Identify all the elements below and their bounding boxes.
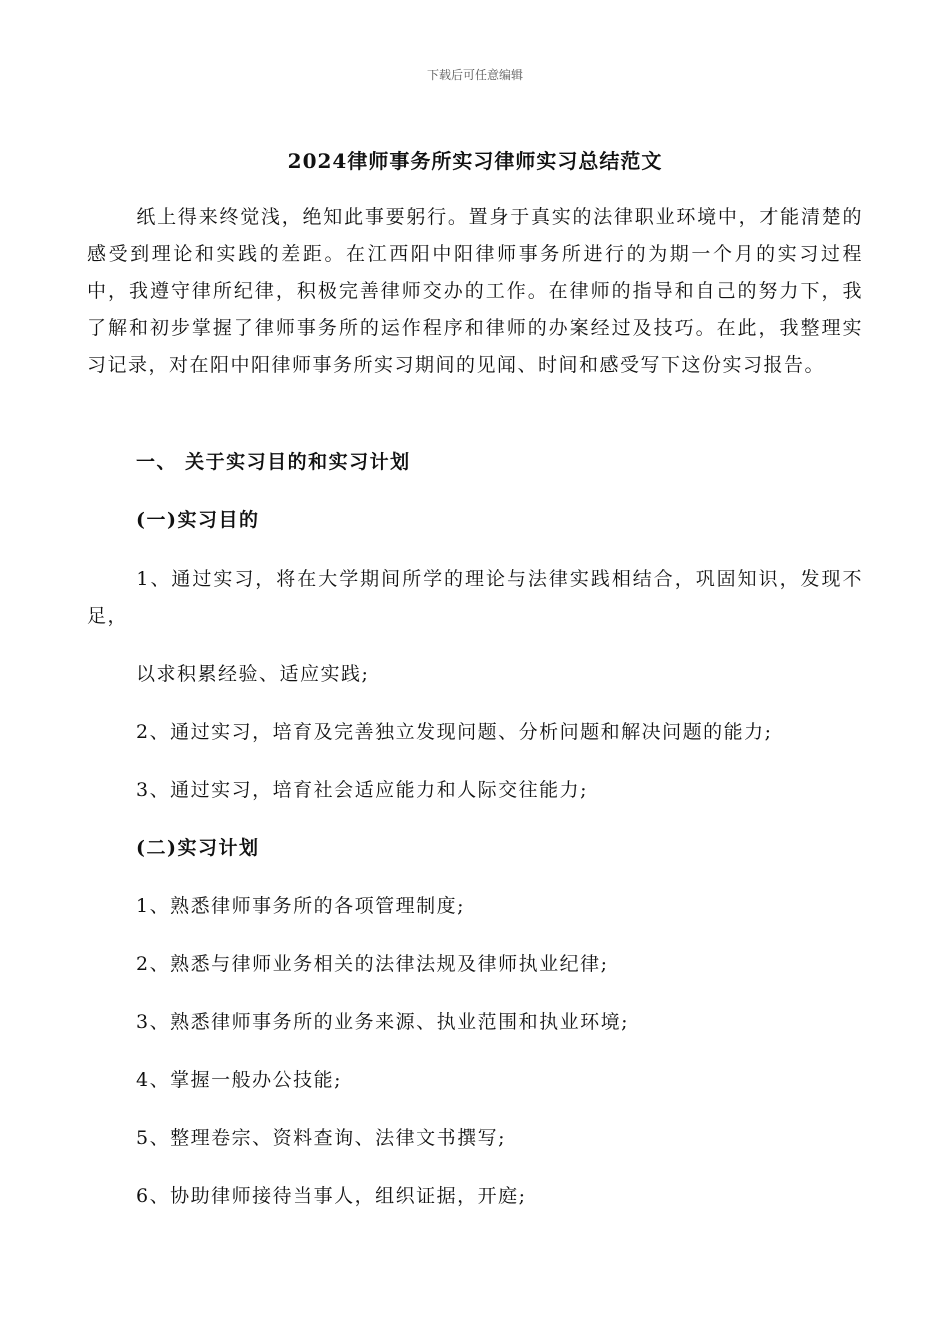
purpose-item-1: 1、通过实习，将在大学期间所学的理论与法律实践相结合，巩固知识，发现不足， [87,568,863,627]
subsection-heading-purpose: (一)实习目的 [136,509,260,531]
section-heading-1: 一、 关于实习目的和实习计划 [136,451,411,473]
purpose-item-1-continuation: 以求积累经验、适应实践; [136,663,370,685]
plan-item: 6、协助律师接待当事人，组织证据，开庭; [136,1185,527,1207]
intro-paragraph: 纸上得来终觉浅，绝知此事要躬行。置身于真实的法律职业环境中，才能清楚的感受到理论和实践的差距。在江西阳中阳律师事务所进行的为期一个月的实习过程中，我遵守律所纪律，积极完善律师交办的工作。在律师的指导和自己的努力下，我了解和初步掌握了律师事务所的运作程序和律师的办案经过及技巧。在此，我整理实习记录，对在阳中阳律师事务所实习期间的见闻、时间和感受写下这份实习报告。 [87,206,863,376]
purpose-item-3: 3、通过实习，培育社会适应能力和人际交往能力; [136,779,588,801]
purpose-item-2: 2、通过实习，培育及完善独立发现问题、分析问题和解决问题的能力; [136,721,773,743]
plan-item: 5、整理卷宗、资料查询、法律文书撰写; [136,1127,506,1149]
plan-item: 1、熟悉律师事务所的各项管理制度; [136,895,465,917]
plan-item: 4、掌握一般办公技能; [136,1069,342,1091]
header-note: 下载后可任意编辑 [426,68,523,82]
plan-item: 2、熟悉与律师业务相关的法律法规及律师执业纪律; [136,953,609,975]
subsection-heading-plan: (二)实习计划 [136,837,260,859]
plan-item: 3、熟悉律师事务所的业务来源、执业范围和执业环境; [136,1011,629,1033]
document-title: 2024律师事务所实习律师实习总结范文 [287,149,663,173]
